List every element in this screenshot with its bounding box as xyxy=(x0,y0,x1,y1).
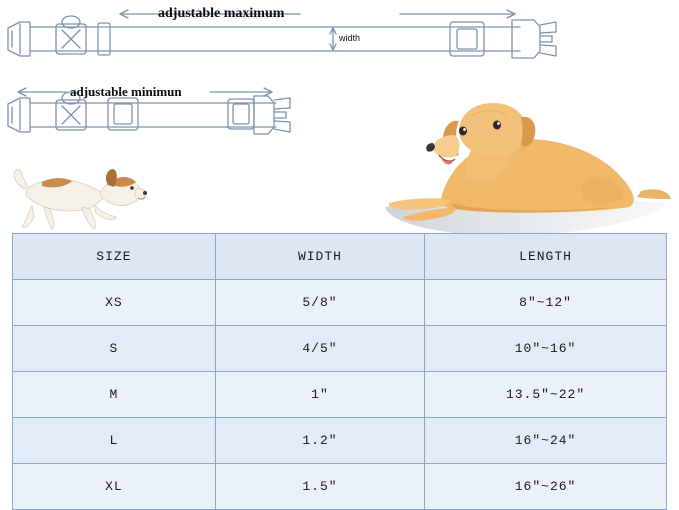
table-row xyxy=(13,280,667,326)
cell-width: 1" xyxy=(215,372,424,418)
cell-width: 5/8" xyxy=(215,280,424,326)
max-collar-left-clip xyxy=(8,22,30,56)
table-row xyxy=(13,372,667,418)
cell-size: XS xyxy=(13,280,216,326)
table-row xyxy=(13,418,667,464)
table-header-row xyxy=(13,234,667,280)
cell-width: 4/5" xyxy=(215,326,424,372)
adjustable-minimum-label: adjustable minimun xyxy=(70,84,182,99)
running-jack-russell-dog-illustration xyxy=(8,155,148,235)
table-row xyxy=(13,464,667,510)
max-collar-side-release-buckle xyxy=(512,20,556,58)
cell-size: XL xyxy=(13,464,216,510)
min-collar-left-clip xyxy=(8,98,30,132)
collar-size-table xyxy=(12,233,667,510)
cell-length: 16"~24" xyxy=(425,418,667,464)
table-header-length: LENGTH xyxy=(425,234,667,280)
max-collar-d-ring xyxy=(56,16,86,54)
cell-size: S xyxy=(13,326,216,372)
cell-length: 13.5"~22" xyxy=(425,372,667,418)
lying-golden-retriever-dog-illustration xyxy=(355,95,675,245)
cell-width: 1.5" xyxy=(215,464,424,510)
table-row xyxy=(13,326,667,372)
max-collar-slider xyxy=(98,23,110,55)
cell-length: 16"~26" xyxy=(425,464,667,510)
cell-size: L xyxy=(13,418,216,464)
cell-length: 10"~16" xyxy=(425,326,667,372)
table-header-width: WIDTH xyxy=(215,234,424,280)
min-collar-side-release-buckle xyxy=(254,96,290,134)
collar-size-diagram xyxy=(0,0,679,232)
adjustable-maximum-label: adjustable maximum xyxy=(158,6,285,21)
cell-width: 1.2" xyxy=(215,418,424,464)
cell-length: 8"~12" xyxy=(425,280,667,326)
width-dimension-arrow xyxy=(330,28,336,50)
cell-size: M xyxy=(13,372,216,418)
width-label: width xyxy=(339,33,361,43)
table-header-size: SIZE xyxy=(13,234,216,280)
max-collar-strap xyxy=(30,27,520,51)
